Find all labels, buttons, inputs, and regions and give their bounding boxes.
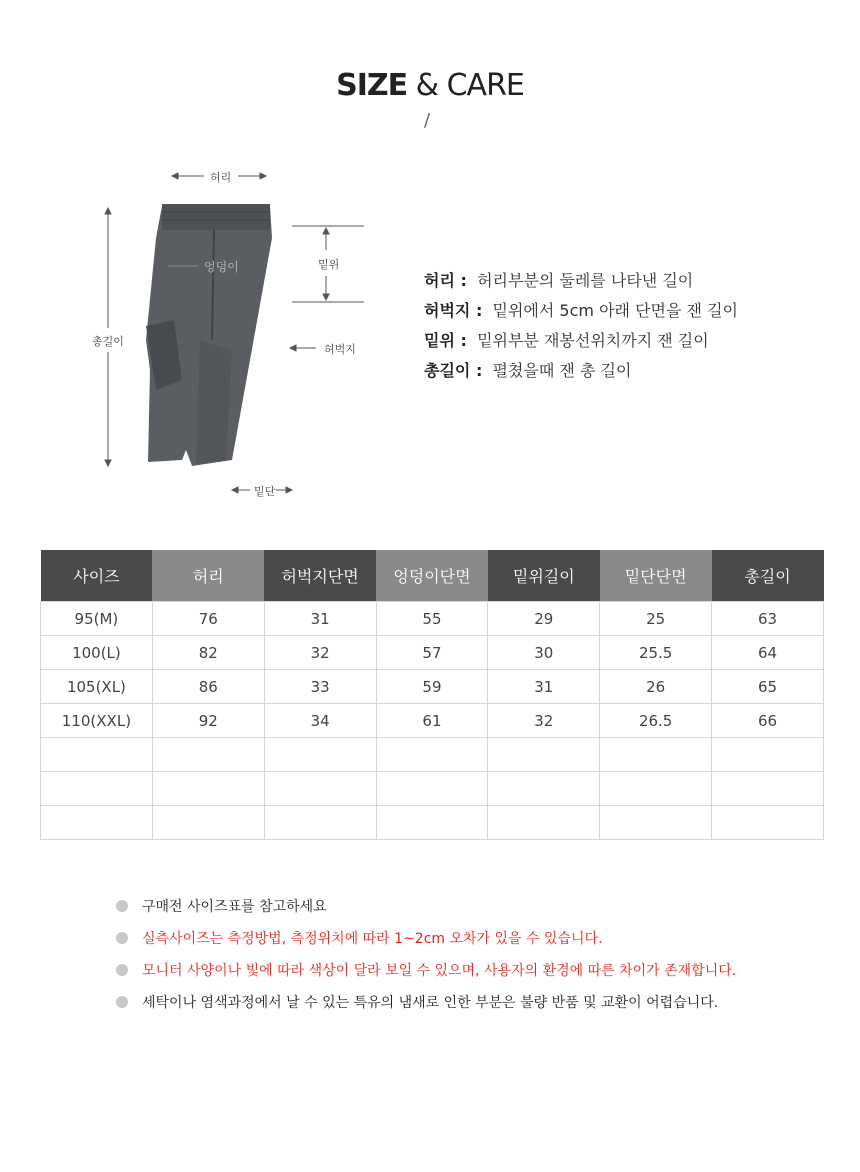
desc-text: 밑위에서 5cm 아래 단면을 잰 길이 bbox=[492, 301, 738, 320]
note-text: 세탁이나 염색과정에서 날 수 있는 특유의 냄새로 인한 부분은 불량 반품 및 교환이 어렵습니다. bbox=[142, 995, 719, 1011]
size-table-header-row bbox=[41, 550, 824, 602]
header-rise: 밑위길이 bbox=[488, 550, 600, 602]
table-cell: 29 bbox=[488, 602, 600, 636]
table-row bbox=[41, 772, 824, 806]
bullet-icon bbox=[116, 964, 128, 976]
table-cell: 100(L) bbox=[41, 636, 153, 670]
size-table bbox=[40, 550, 824, 840]
label-rise: 밑위 bbox=[318, 258, 340, 271]
table-row bbox=[41, 704, 824, 738]
table-row bbox=[41, 738, 824, 772]
table-cell bbox=[264, 806, 376, 840]
header-waist: 허리 bbox=[152, 550, 264, 602]
header-hip: 엉덩이단면 bbox=[376, 550, 488, 602]
desc-row bbox=[424, 296, 738, 326]
table-row bbox=[41, 602, 824, 636]
table-cell: 26 bbox=[600, 670, 712, 704]
table-cell: 31 bbox=[264, 602, 376, 636]
table-cell bbox=[376, 772, 488, 806]
title-bold: SIZE bbox=[336, 68, 408, 103]
header-total-length: 총길이 bbox=[712, 550, 824, 602]
desc-text: 허리부분의 둘레를 나타낸 길이 bbox=[477, 271, 694, 290]
table-cell bbox=[488, 738, 600, 772]
note-text: 구매전 사이즈표를 참고하세요 bbox=[142, 899, 327, 915]
table-cell: 59 bbox=[376, 670, 488, 704]
table-cell bbox=[264, 738, 376, 772]
table-cell: 65 bbox=[712, 670, 824, 704]
table-cell: 25.5 bbox=[600, 636, 712, 670]
table-cell: 26.5 bbox=[600, 704, 712, 738]
table-cell bbox=[41, 772, 153, 806]
note-item bbox=[116, 894, 736, 926]
table-cell: 32 bbox=[488, 704, 600, 738]
table-row bbox=[41, 636, 824, 670]
table-cell bbox=[152, 806, 264, 840]
table-cell bbox=[712, 738, 824, 772]
table-cell bbox=[152, 738, 264, 772]
header-thigh: 허벅지단면 bbox=[264, 550, 376, 602]
desc-row bbox=[424, 326, 738, 356]
table-cell: 55 bbox=[376, 602, 488, 636]
table-cell: 86 bbox=[152, 670, 264, 704]
desc-key: 허리 : bbox=[424, 271, 467, 290]
table-cell: 95(M) bbox=[41, 602, 153, 636]
table-cell bbox=[600, 806, 712, 840]
table-cell: 63 bbox=[712, 602, 824, 636]
table-cell: 110(XXL) bbox=[41, 704, 153, 738]
label-waist: 허리 bbox=[210, 171, 232, 184]
page-title bbox=[0, 68, 860, 103]
header-size: 사이즈 bbox=[41, 550, 153, 602]
table-cell bbox=[712, 772, 824, 806]
label-total-length: 총길이 bbox=[92, 335, 124, 348]
table-row bbox=[41, 670, 824, 704]
desc-key: 총길이 : bbox=[424, 361, 483, 380]
table-row bbox=[41, 806, 824, 840]
desc-text: 펼쳤을때 잰 총 길이 bbox=[492, 361, 632, 380]
table-cell bbox=[376, 738, 488, 772]
bullet-icon bbox=[116, 932, 128, 944]
table-cell bbox=[712, 806, 824, 840]
table-cell: 92 bbox=[152, 704, 264, 738]
table-cell: 105(XL) bbox=[41, 670, 153, 704]
label-hip: 엉덩이 bbox=[204, 260, 239, 274]
note-text: 모니터 사양이나 빛에 따라 색상이 달라 보일 수 있으며, 사용자의 환경에 따른 차이가 존재합니다. bbox=[142, 963, 737, 979]
table-cell bbox=[600, 738, 712, 772]
desc-row bbox=[424, 356, 738, 386]
desc-text: 밑위부분 재봉선위치까지 잰 길이 bbox=[477, 331, 709, 350]
title-divider: / bbox=[424, 110, 431, 131]
table-cell bbox=[488, 772, 600, 806]
table-cell: 57 bbox=[376, 636, 488, 670]
table-cell: 64 bbox=[712, 636, 824, 670]
table-cell: 82 bbox=[152, 636, 264, 670]
note-text: 실측사이즈는 측정방법, 측정위치에 따라 1~2cm 오차가 있을 수 있습니다. bbox=[142, 931, 603, 947]
title-rest: & CARE bbox=[415, 68, 524, 103]
desc-key: 허벅지 : bbox=[424, 301, 483, 320]
label-hem: 밑단 bbox=[254, 485, 276, 498]
table-cell: 61 bbox=[376, 704, 488, 738]
table-cell bbox=[41, 806, 153, 840]
table-cell bbox=[488, 806, 600, 840]
note-item bbox=[116, 958, 736, 990]
note-item bbox=[116, 990, 736, 1022]
table-cell: 33 bbox=[264, 670, 376, 704]
table-cell: 25 bbox=[600, 602, 712, 636]
table-cell: 31 bbox=[488, 670, 600, 704]
table-cell: 30 bbox=[488, 636, 600, 670]
desc-row bbox=[424, 266, 738, 296]
desc-key: 밑위 : bbox=[424, 331, 467, 350]
table-cell bbox=[152, 772, 264, 806]
bullet-icon bbox=[116, 900, 128, 912]
table-cell: 66 bbox=[712, 704, 824, 738]
table-cell: 76 bbox=[152, 602, 264, 636]
care-notes bbox=[116, 894, 736, 1022]
measurement-descriptions bbox=[424, 266, 738, 386]
header-hem: 밑단단면 bbox=[600, 550, 712, 602]
table-cell: 34 bbox=[264, 704, 376, 738]
table-cell bbox=[264, 772, 376, 806]
table-cell bbox=[600, 772, 712, 806]
table-cell bbox=[41, 738, 153, 772]
table-cell: 32 bbox=[264, 636, 376, 670]
size-table-body bbox=[41, 602, 824, 840]
label-thigh: 허벅지 bbox=[324, 343, 356, 356]
bullet-icon bbox=[116, 996, 128, 1008]
table-cell bbox=[376, 806, 488, 840]
note-item bbox=[116, 926, 736, 958]
